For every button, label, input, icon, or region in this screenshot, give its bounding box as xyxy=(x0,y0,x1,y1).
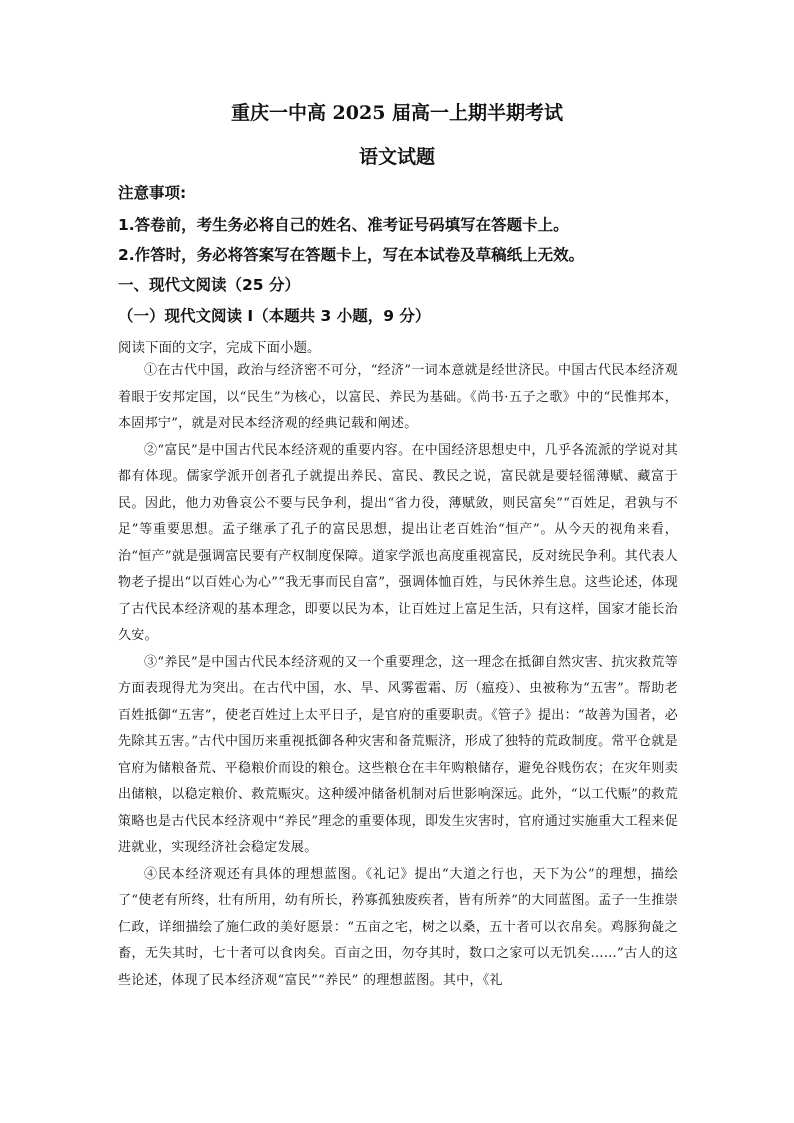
section-subtitle: （一）现代文阅读 I（本题共 3 小题，9 分） xyxy=(118,307,431,325)
notice-item-1: 1.答卷前，考生务必将自己的姓名、准考证号码填写在答题卡上。 xyxy=(118,216,569,234)
exam-title: 重庆一中高 2025 届高一上期半期考试 xyxy=(230,102,564,124)
section-title: 一、现代文阅读（25 分） xyxy=(118,276,300,294)
notice-item-2: 2.作答时，务必将答案写在答题卡上，写在本试卷及草稿纸上无效。 xyxy=(118,246,585,264)
article-body xyxy=(118,358,678,994)
article-paragraph-4: ④民本经济观还有具体的理想蓝图。《礼记》提出“大道之行也，天下为公”的理想，描绘了“使老有所终，壮有所用，幼有所长，矜寡孤独废疾者，皆有所养”的大同蓝图。孟子一生推崇仁政，详细描绘了施仁政的美好愿景：“五亩之宅，树之以桑，五十者可以衣帛矣。鸡豚狗彘之畜，无失其时，七十者可以食肉矣。百亩之田，勿夺其时，数口之家可以无饥矣……”古人的这些论述，体现了民本经济观“富民”“养民” 的理想蓝图。其中，《礼 xyxy=(118,866,678,988)
article-paragraph-2: ②“富民”是中国古代民本经济观的重要内容。在中国经济思想史中，几乎各流派的学说对其都有体现。儒家学派开创者孔子就提出养民、富民、教民之说，富民就是要轻徭薄赋、藏富于民。因此，他力劝鲁哀公不要与民争利，提出“省力役，薄赋敛，则民富矣”“百姓足，君孰与不足”等重要思想。孟子继承了孔子的富民思想，提出让老百姓治“恒产”。从今天的视角来看，治“恒产”就是强调富民要有产权制度保障。道家学派也高度重视富民，反对统民争利。其代表人物老子提出“以百姓心为心”“我无事而民自富”，强调体恤百姓，与民休养生息。这些论述，体现了古代民本经济观的基本理念，即要以民为本，让百姓过上富足生活，只有这样，国家才能长治久安。 xyxy=(118,442,678,643)
article-paragraph-3: ③“养民”是中国古代民本经济观的又一个重要理念，这一理念在抵御自然灾害、抗灾救荒等方面表现得尤为突出。在古代中国，水、旱、风雾雹霜、厉（瘟疫）、虫被称为“五害”。帮助老百姓抵御“五害”，使老百姓过上太平日子，是官府的重要职责。《管子》提出：“故善为国者，必先除其五害。”古代中国历来重视抵御各种灾害和备荒赈济，形成了独特的荒政制度。常平仓就是官府为储粮备荒、平稳粮价而设的粮仓。这些粮仓在丰年购粮储存，避免谷贱伤农；在灾年则卖出储粮，以稳定粮价、救荒赈灾。这种缓冲储备机制对后世影响深远。此外，“以工代赈”的救荒策略也是古代民本经济观中“养民”理念的重要体现，即发生灾害时，官府通过实施重大工程来促进就业，实现经济社会稳定发展。 xyxy=(118,654,678,855)
reading-instruction: 阅读下面的文字，完成下面小题。 xyxy=(118,340,321,356)
notice-heading: 注意事项: xyxy=(118,184,187,202)
exam-subtitle: 语文试题 xyxy=(358,146,435,168)
article-paragraph-1: ①在古代中国，政治与经济密不可分，“经济”一词本意就是经世济民。中国古代民本经济观着眼于安邦定国，以“民生”为核心，以富民、养民为基础。《尚书·五子之歌》中的“民惟邦本，本固邦宁”，就是对民本经济观的经典记载和阐述。 xyxy=(118,363,678,431)
